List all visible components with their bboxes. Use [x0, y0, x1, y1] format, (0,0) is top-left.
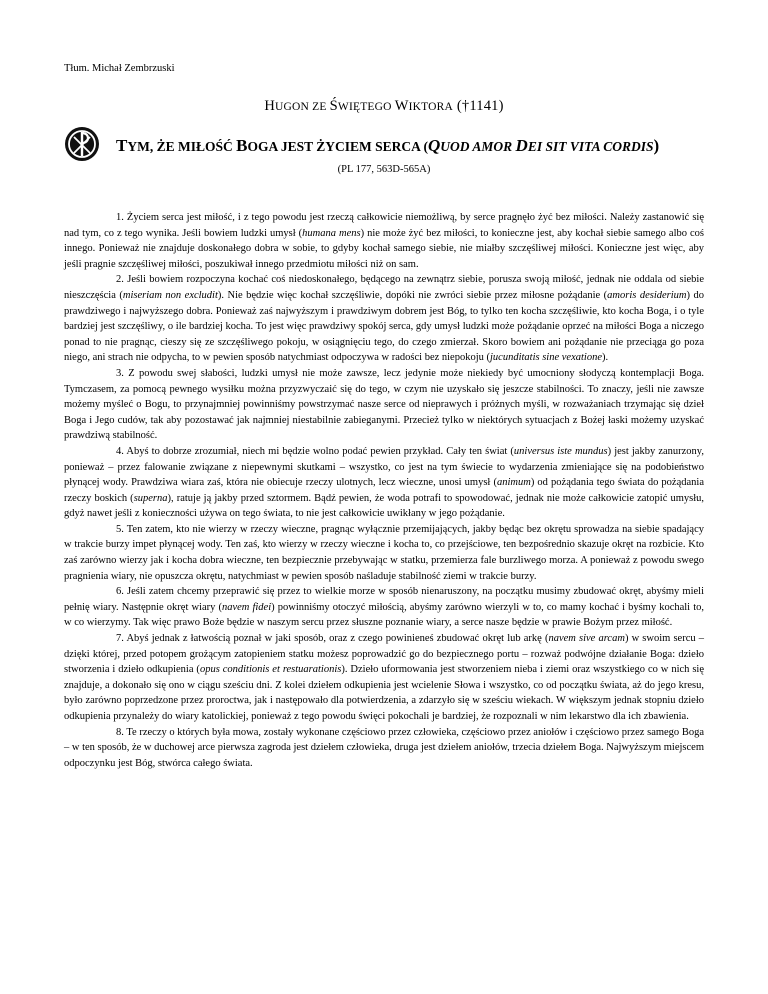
- text-run: 8. Te rzeczy o których była mowa, zostały wykonane częściowo przez człowieka, częściowo przez aniołów i częściowo przez samego Boga – w ten sposób, że w duchowej arce pierwsza zagroda jest dziełem człowieka, druga jest dziełem aniołów, trzecia dziełem Boga. Najwyższym miejscem odpoczynku jest Bóg, stwórca całego świata.: [64, 726, 704, 769]
- text-run: 7. Abyś jednak z łatwością poznał w jaki sposób, oraz z czego powinieneś zbudować okręt lub arkę (: [116, 633, 549, 645]
- text-run: 6. Jeśli zatem chcemy przeprawić się przez to wielkie morze w sposób nienaruszony, na początku musimy zbudować okręt, abyśmy mieli pełnię wiary. Następnie okręt wiary (: [64, 586, 704, 613]
- latin-term: miseriam non excludit: [122, 289, 218, 301]
- paragraph-3: [64, 366, 704, 444]
- text-run: 5. Ten zatem, kto nie wierzy w rzeczy wieczne, pragnąc wyłącznie przemijających, jakby będąc bez okrętu sprowadza na siebie spadający w trakcie burzy impet płynącej wody. Ten zaś, kto wierzy w rzeczy wieczne i kocha to, co przejściowe, ten bezpośrednio skazuje okręt na rozbicie. Kto zaś zarówno wierzy jak i kocha dobra wieczne, ten bezpiecznie przebywając w statku, przemierza fale burzliwego morza. A ponieważ z powodu swego pragnienia wiary, nie opuszcza okrętu, natychmiast w pewien sposób naśladuje stabilność ziemi w trakcie burzy.: [64, 523, 704, 582]
- source-reference: (PL 177, 563D-565A): [337, 164, 431, 175]
- title-text: EI SIT VITA CORDIS: [527, 139, 654, 154]
- latin-term: amoris desiderium: [607, 289, 687, 301]
- latin-term: navem fidei: [221, 601, 272, 613]
- latin-term: humana mens: [302, 227, 361, 239]
- text-run: ) od pożądania tego świata do pożądania rzeczy boskich (: [64, 477, 704, 504]
- title-row: [64, 126, 704, 162]
- chi-rho-logo-icon: [64, 126, 100, 162]
- latin-term: jucunditatis sine vexatione: [490, 352, 602, 364]
- text-run: ) do prawdziwego i najwyższego dobra. Ponieważ zaś najwyższym i prawdziwym dobrem jest Bóg, to tylko ten kocha szczęśliwie, kto kocha Boga, i o tyle bardziej jest szczęśliwy, o ile bardziej kocha. To jest więc prawdziwy spokój serca, gdy umysł ludzki może pożądanie oprzeć na miłości Boga a niczego ponad to nie pragnąc, cieszy się ze szczęśliwego pokoju, w osiągnięciu tego, do czego zmierzał. Skoro bowiem ani pożądanie nie przeciąga go poza niego, ani strach nie odpycha, to w pewien sposób natychmiast odpoczywa w radości bez niepokoju (: [64, 289, 704, 364]
- latin-term: opus conditionis et restuarationis: [199, 664, 342, 676]
- text-run: ) jest jakby zanurzony, ponieważ – przez falowanie związane z niepewnymi skutkami – wszystko, co jest na tym świecie to wydarzenia zmieniające się na podobieństwo płynącej wody. Prawdziwa wiara zaś, która nie obiecuje rzeczy ulotnych, lecz wieczne, unosi umysł (: [64, 445, 704, 489]
- title-text: YM, ŻE MIŁOŚĆ: [127, 139, 237, 154]
- text-run: ).: [602, 352, 609, 364]
- paragraph-2: [64, 272, 704, 366]
- latin-term: superna: [133, 492, 168, 504]
- text-run: ) w swoim sercu – dzięki której, przed potopem grożącym zatopieniem statku możesz poprowadzić go do bezpiecznego portu – rozważ podwójne działanie Boga: dzieło stworzenia i dzieło odkupienia (: [64, 633, 704, 676]
- paragraph-1: [64, 210, 704, 272]
- document-title: [116, 137, 704, 155]
- text-run: 3. Z powodu swej słabości, ludzki umysł nie może zawsze, lecz jedynie może niekiedy być umocniony słodyczą kontemplacji Boga. Tymczasem, za pomocą pewnego wysiłku można przyzwyczaić się do tego, w czym nie uzyskało się jeszcze stabilności. To znaczy, jeśli nie zawsze możemy myśleć o Bogu, to przynajmniej powinniśmy powstrzymać nasze serce od nieprawych i próżnych myśli, w rozważaniach trzymając się dzieł Boga i Jego cudów, tak aby pozostawać jak najmniej niestabilnie zabieganymi. Przecież tylko w niektórych sytuacjach z Bożej łaski możemy uzyskać prawdziwą stabilność.: [64, 367, 704, 442]
- author-letter: Ś: [329, 98, 338, 114]
- latin-term: navem sive arcam: [548, 633, 625, 645]
- author-smallcaps: UGON ZE: [275, 101, 330, 113]
- translator-note: Tłum. Michał Zembrzuski: [64, 63, 175, 74]
- paragraph-4: [64, 444, 704, 522]
- title-text: OGA JEST ŻYCIEM SERCA (: [247, 139, 428, 154]
- author-letter: W: [394, 98, 409, 114]
- text-run: ) nie może żyć bez miłości, to konieczne jest, aby kochał siebie samego albo coś innego. Ponieważ nie znajduje doskonałego dobra w sobie, to gdyby kochał samego siebie, nie miałby szczęśliwej miłości. Konieczne jest więc, aby jeśli pragnie szczęśliwej miłości, poszukiwał innego przedmiotu miłości niż on sam.: [64, 227, 704, 270]
- title-cap: D: [515, 136, 528, 155]
- paragraph-8: [64, 725, 704, 772]
- author-letter: H: [264, 98, 275, 114]
- paragraph-6: [64, 584, 704, 631]
- title-text: ): [653, 136, 660, 155]
- paragraph-7: [64, 631, 704, 725]
- title-cap: T: [116, 136, 128, 155]
- author-dates: (†1141): [453, 98, 504, 114]
- text-run: ). Nie będzie więc kochał szczęśliwie, dopóki nie zwróci siebie przez miłosne pożądanie (: [217, 289, 608, 301]
- text-run: 1. Życiem serca jest miłość, i z tego powodu jest rzeczą całkowicie niemożliwą, by serce pragnęło żyć bez miłości. Należy zastanowić się nad tym, co z tego wynika. Jeśli bowiem ludzki umysł (: [64, 212, 704, 239]
- text-run: 4. Abyś to dobrze zrozumiał, niech mi będzie wolno podać pewien przykład. Cały ten świat (: [116, 445, 514, 457]
- latin-term: universus iste mundus: [513, 445, 608, 457]
- author-smallcaps: WIĘTEGO: [337, 101, 395, 113]
- body-text: [64, 210, 704, 771]
- text-run: ). Dzieło uformowania jest stworzeniem nieba i ziemi oraz wszystkiego co w nich się znajduje, a dokonało się ono w ciągu sześciu dni. Z kolei dziełem odkupienia jest wcielenie Słowa i wszystko, co od początku świata, aż do jego kresu, było zarówno poprzedzone przez proroctwa, jak i następowało dla potwierdzenia, a zdarzyło się w sześciu wiekach. W większym jednak stopniu dzieło odkupienia przynależy do wiary katolickiej, ponieważ z tego powodu święci pokochali je bardziej, że rozpoznali w nim lekarstwo dla ich zbawienia.: [64, 664, 704, 722]
- paragraph-5: [64, 522, 704, 584]
- latin-term: animum: [496, 477, 531, 489]
- text-run: ), ratuje ją jakby przed sztormem. Bądź pewien, że woda potrafi to spowodować, jednak nie może całkowicie zatopić umysłu, gdyż nawet jeśli z konieczności używa on tego świata, to nie jest całkowicie uwikłany w jego pożądanie.: [64, 492, 704, 520]
- text-run: ) powinniśmy otoczyć miłością, abyśmy zarówno wierzyli w to, co mamy kochać i byśmy kochali to, w co wierzymy. Tak więc prawo Boże będzie w naszym sercu przez słuszne poznanie wiary, a serce nasze będzie w prawie Bożym przez miłość.: [64, 601, 704, 629]
- title-cap: Q: [428, 136, 441, 155]
- author-heading: [0, 97, 768, 116]
- title-cap: B: [236, 136, 248, 155]
- author-smallcaps: IKTORA: [408, 101, 454, 113]
- title-text: UOD AMOR: [440, 139, 516, 154]
- text-run: 2. Jeśli bowiem rozpoczyna kochać coś niedoskonałego, będącego na zewnątrz siebie, porusza swoją miłość, jednak nie oddala od siebie nieszczęścia (: [64, 274, 704, 301]
